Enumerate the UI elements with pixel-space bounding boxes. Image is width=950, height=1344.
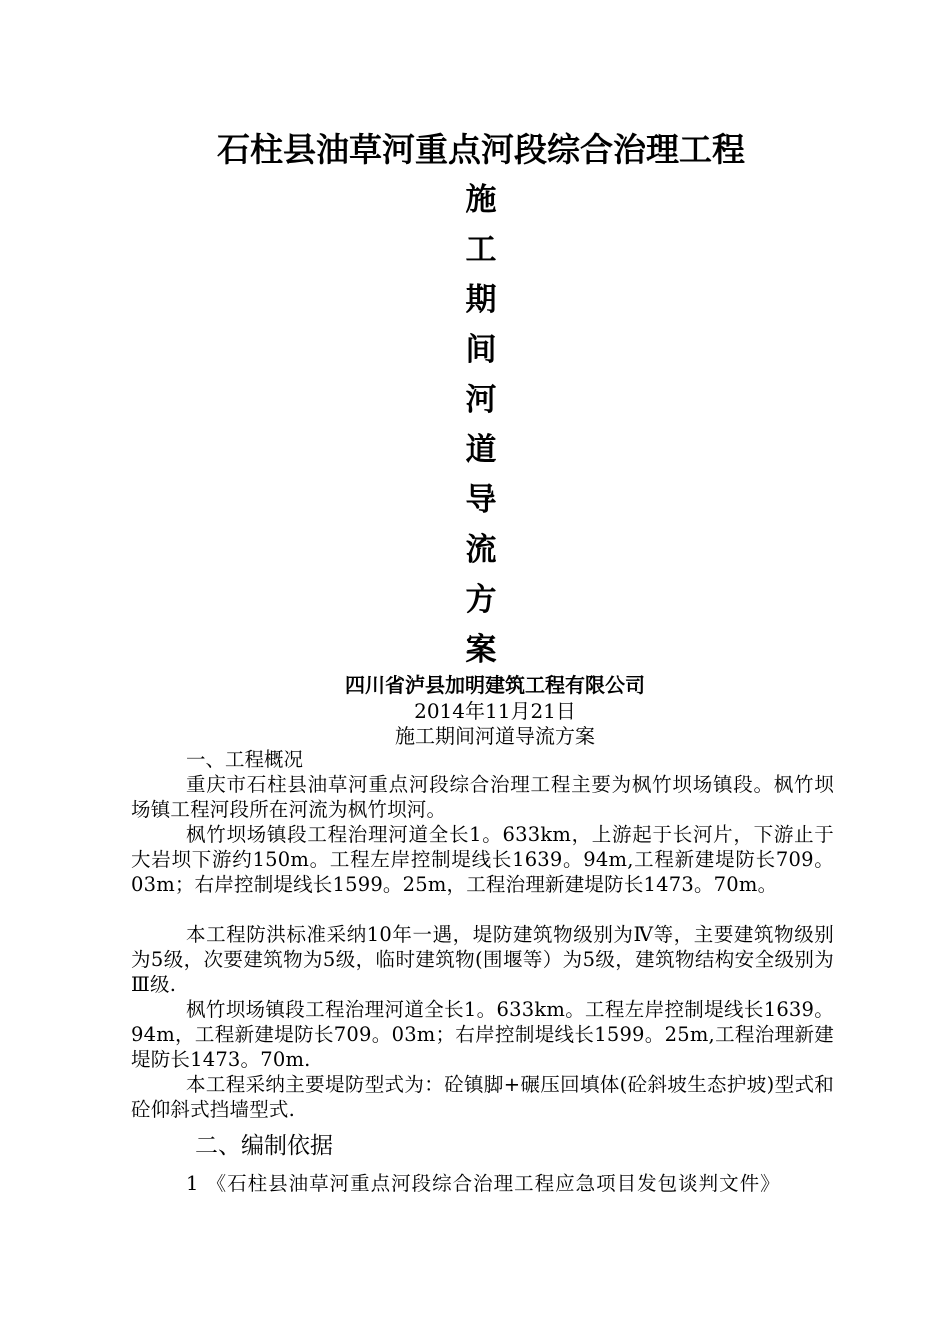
vertical-title-char: 间 [465,332,497,368]
vertical-title-char: 工 [465,232,497,268]
vertical-title-char: 河 [465,382,497,418]
vertical-title-char: 方 [465,582,497,618]
paragraph: 本工程采纳主要堤防型式为：砼镇脚+碾压回填体(砼斜坡生态护坡)型式和砼仰斜式挡墙型式. [131,1073,834,1121]
vertical-title-char: 期 [465,282,497,318]
company-name: 四川省泸县加明建筑工程有限公司 [345,673,645,697]
vertical-title-char: 施 [465,182,497,218]
document-subtitle: 施工期间河道导流方案 [395,724,595,748]
vertical-title-char: 道 [465,432,497,468]
section-heading-basis: 二、编制依据 [195,1133,333,1159]
paragraph: 重庆市石柱县油草河重点河段综合治理工程主要为枫竹坝场镇段。枫竹坝场镇工程河段所在河流为枫竹坝河。 [131,773,834,821]
section-heading-overview: 一、工程概况 [186,748,304,771]
vertical-title-char: 案 [465,632,497,668]
vertical-title-char: 流 [465,532,497,568]
reference-item: 1 《石柱县油草河重点河段综合治理工程应急项目发包谈判文件》 [186,1172,781,1195]
paragraph: 枫竹坝场镇段工程治理河道全长1。633km，上游起于长河片，下游止于大岩坝下游约150m。工程左岸控制堤线长1639。94m,工程新建堤防长709。03m；右岸控制堤线长1599。25m，工程治理新建堤防长1473。70m。 [131,823,834,896]
document-title: 石柱县油草河重点河段综合治理工程 [217,130,745,169]
paragraph: 枫竹坝场镇段工程治理河道全长1。633km。工程左岸控制堤线长1639。94m，工程新建堤防长709。03m；右岸控制堤线长1599。25m,工程治理新建堤防长1473。70m. [131,998,834,1071]
paragraph: 本工程防洪标准采纳10年一遇，堤防建筑物级别为Ⅳ等，主要建筑物级别为5级，次要建筑物为5级，临时建筑物(围堰等）为5级，建筑物结构安全级别为Ⅲ级. [131,923,834,996]
vertical-title-char: 导 [465,482,497,518]
document-date: 2014年11月21日 [414,699,576,723]
